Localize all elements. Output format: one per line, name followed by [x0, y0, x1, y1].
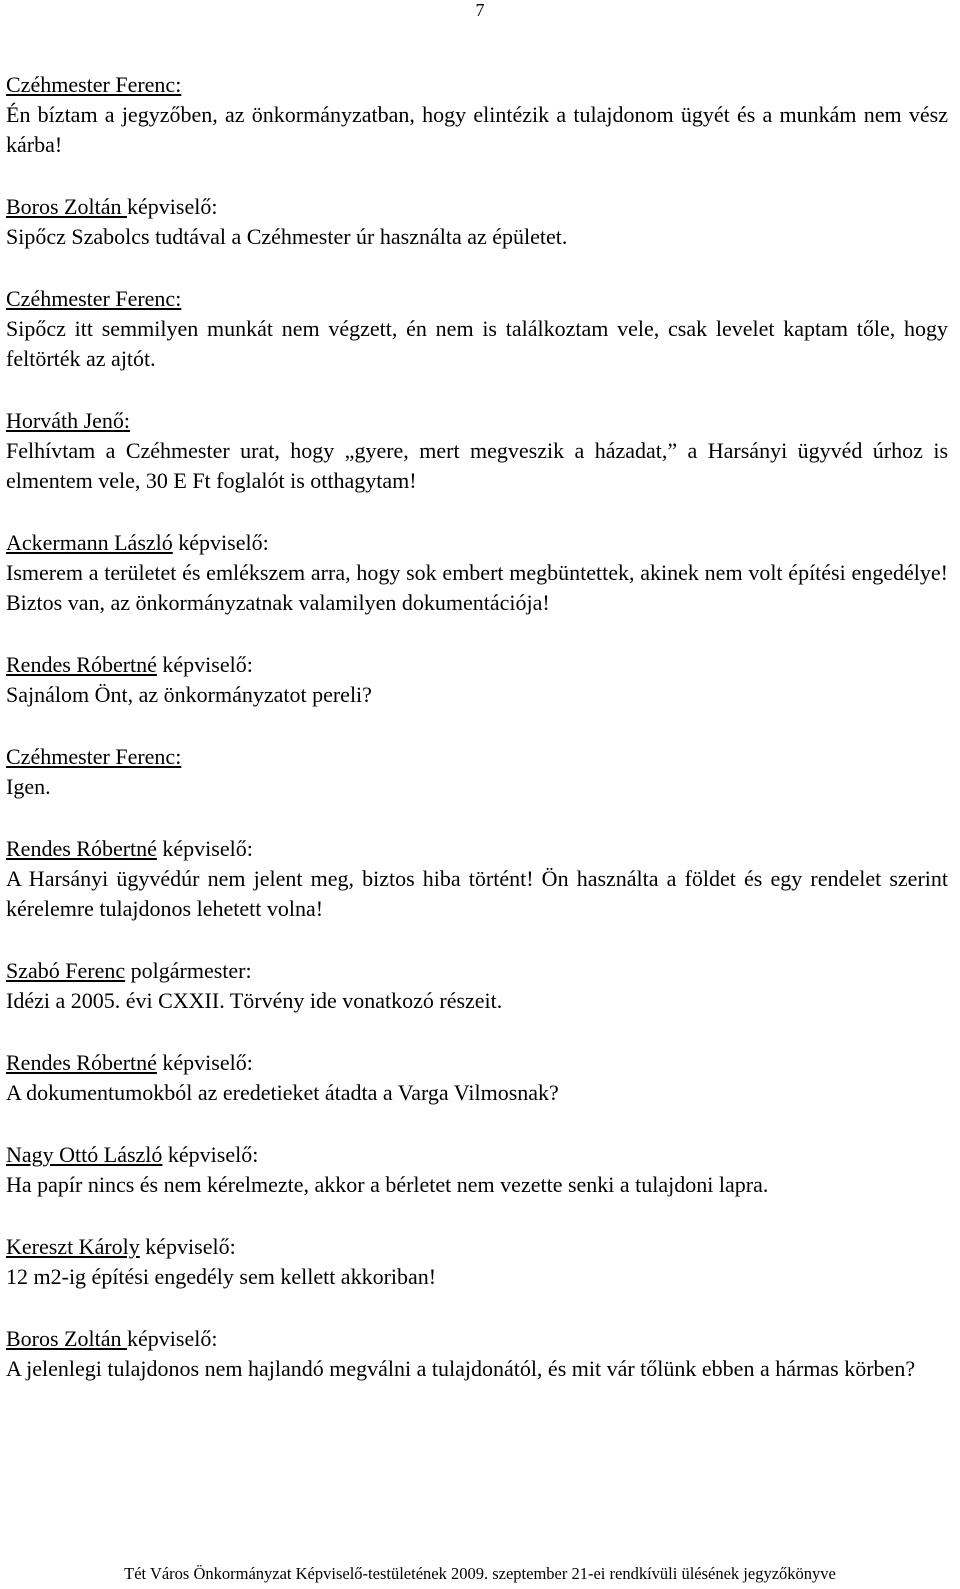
speaker-name: Szabó Ferenc — [6, 958, 126, 983]
speech-text: Ha papír nincs és nem kérelmezte, akkor a bérletet nem vezette senki a tulajdoni lapra. — [6, 1172, 769, 1197]
speech-text: A Harsányi ügyvédúr nem jelent meg, biztos hiba történt! Ön használta a földet és egy rendelet szerint kérelemre tulajdonos lehetett volna! — [6, 866, 948, 921]
speaker-line — [6, 1324, 948, 1354]
speech-text: Sajnálom Önt, az önkormányzatot pereli? — [6, 682, 372, 707]
speaker-line — [6, 1048, 948, 1078]
speech-text: Sipőcz itt semmilyen munkát nem végzett, én nem is találkoztam vele, csak levelet kaptam tőle, hogy feltörték az ajtót. — [6, 316, 948, 371]
speaker-line — [6, 1232, 948, 1262]
minutes-body — [6, 70, 948, 1416]
minutes-entry — [6, 834, 948, 924]
speaker-role: képviselő: — [156, 1050, 253, 1075]
minutes-entry — [6, 1324, 948, 1384]
speech-text: Ismerem a területet és emlékszem arra, hogy sok embert megbüntettek, akinek nem volt építési engedélye! Biztos van, az önkormányzatnak valamilyen dokumentációja! — [6, 560, 948, 615]
speech-text: A jelenlegi tulajdonos nem hajlandó megválni a tulajdonától, és mit vár tőlünk ebben a hármas körben? — [6, 1356, 916, 1381]
minutes-entry — [6, 70, 948, 160]
speaker-name: Nagy Ottó László — [6, 1142, 163, 1167]
speaker-line — [6, 742, 948, 772]
speech-text: Igen. — [6, 774, 51, 799]
speaker-role: képviselő: — [139, 1234, 236, 1259]
speech-text: Idézi a 2005. évi CXXII. Törvény ide vonatkozó részeit. — [6, 988, 503, 1013]
minutes-entry — [6, 192, 948, 252]
speaker-name: Boros Zoltán — [6, 194, 127, 219]
minutes-entry — [6, 650, 948, 710]
speaker-line — [6, 70, 948, 100]
speaker-name: Rendes Róbertné — [6, 1050, 157, 1075]
minutes-entry — [6, 528, 948, 618]
speaker-line — [6, 650, 948, 680]
speech-text: Felhívtam a Czéhmester urat, hogy „gyere, mert megveszik a házadat,” a Harsányi ügyvéd úrhoz is elmentem vele, 30 E Ft foglalót is otthagytam! — [6, 438, 948, 493]
speaker-name: Ackermann László — [6, 530, 173, 555]
speaker-name: Boros Zoltán — [6, 1326, 127, 1351]
speaker-role: képviselő: — [156, 836, 253, 861]
speaker-line — [6, 192, 948, 222]
speaker-line — [6, 956, 948, 986]
speaker-role: képviselő: — [127, 194, 218, 219]
speaker-name: Czéhmester Ferenc: — [6, 744, 182, 769]
speech-text: Sipőcz Szabolcs tudtával a Czéhmester úr használta az épületet. — [6, 224, 568, 249]
speaker-name: Rendes Róbertné — [6, 652, 157, 677]
speaker-line — [6, 1140, 948, 1170]
speaker-role: képviselő: — [127, 1326, 218, 1351]
minutes-entry — [6, 1140, 948, 1200]
speaker-name: Kereszt Károly — [6, 1234, 140, 1259]
speaker-name: Horváth Jenő: — [6, 408, 131, 433]
speech-text: Én bíztam a jegyzőben, az önkormányzatban, hogy elintézik a tulajdonom ügyét és a munkám nem vész kárba! — [6, 102, 948, 157]
minutes-entry — [6, 1048, 948, 1108]
minutes-entry — [6, 406, 948, 496]
speaker-name: Czéhmester Ferenc: — [6, 72, 182, 97]
speaker-role: képviselő: — [172, 530, 269, 555]
page-footer: Tét Város Önkormányzat Képviselő-testületének 2009. szeptember 21-ei rendkívüli ülésének jegyzőkönyve — [124, 1564, 836, 1583]
speaker-role: képviselő: — [162, 1142, 259, 1167]
speaker-role: képviselő: — [156, 652, 253, 677]
minutes-entry — [6, 742, 948, 802]
speaker-name: Czéhmester Ferenc: — [6, 286, 182, 311]
speaker-line — [6, 284, 948, 314]
minutes-entry — [6, 956, 948, 1016]
speaker-line — [6, 834, 948, 864]
speaker-line — [6, 528, 948, 558]
page-number: 7 — [475, 0, 485, 20]
minutes-entry — [6, 1232, 948, 1292]
speaker-role: polgármester: — [125, 958, 252, 983]
speaker-name: Rendes Róbertné — [6, 836, 157, 861]
speech-text: A dokumentumokból az eredetieket átadta a Varga Vilmosnak? — [6, 1080, 559, 1105]
minutes-entry — [6, 284, 948, 374]
speaker-line — [6, 406, 948, 436]
speech-text: 12 m2-ig építési engedély sem kellett akkoriban! — [6, 1264, 437, 1289]
